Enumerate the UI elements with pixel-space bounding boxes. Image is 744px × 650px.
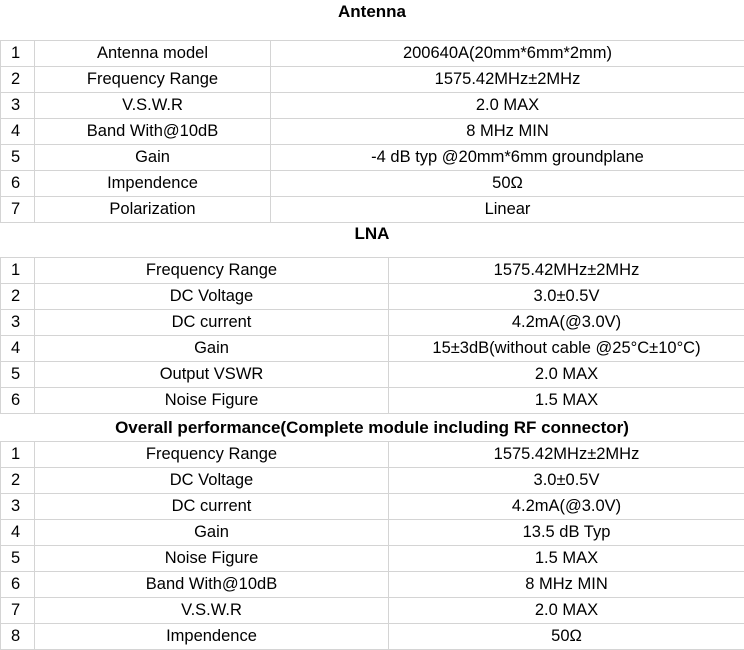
overall-table [0, 441, 744, 650]
table-row [1, 119, 744, 145]
table-row [1, 197, 744, 223]
parameter-cell: Noise Figure [35, 388, 389, 414]
row-number: 8 [1, 624, 35, 650]
parameter-cell: Gain [35, 336, 389, 362]
parameter-cell: V.S.W.R [35, 598, 389, 624]
parameter-cell: Noise Figure [35, 546, 389, 572]
table-row [1, 336, 744, 362]
value-cell: 50Ω [389, 624, 744, 650]
parameter-cell: Gain [35, 520, 389, 546]
table-row [1, 93, 744, 119]
value-cell: 15±3dB(without cable @25°C±10°C) [389, 336, 744, 362]
row-number: 6 [1, 572, 35, 598]
value-cell: Linear [271, 197, 744, 223]
parameter-cell: V.S.W.R [35, 93, 271, 119]
parameter-cell: Band With@10dB [35, 572, 389, 598]
row-number: 5 [1, 362, 35, 388]
table-row [1, 258, 744, 284]
row-number: 4 [1, 520, 35, 546]
row-number: 6 [1, 171, 35, 197]
parameter-cell: Output VSWR [35, 362, 389, 388]
parameter-cell: DC current [35, 310, 389, 336]
table-row [1, 362, 744, 388]
value-cell: 50Ω [271, 171, 744, 197]
row-number: 2 [1, 67, 35, 93]
parameter-cell: DC Voltage [35, 468, 389, 494]
value-cell: 3.0±0.5V [389, 468, 744, 494]
table-row [1, 442, 744, 468]
parameter-cell: Frequency Range [35, 67, 271, 93]
table-row [1, 546, 744, 572]
section-title-overall: Overall performance(Complete module including RF connector) [115, 418, 629, 437]
table-row [1, 41, 744, 67]
parameter-cell: Impendence [35, 624, 389, 650]
parameter-cell: DC Voltage [35, 284, 389, 310]
table-row [1, 310, 744, 336]
value-cell: 4.2mA(@3.0V) [389, 310, 744, 336]
row-number: 5 [1, 546, 35, 572]
value-cell: 8 MHz MIN [389, 572, 744, 598]
parameter-cell: Frequency Range [35, 258, 389, 284]
row-number: 3 [1, 494, 35, 520]
row-number: 3 [1, 93, 35, 119]
table-row [1, 388, 744, 414]
value-cell: 1575.42MHz±2MHz [271, 67, 744, 93]
row-number: 1 [1, 41, 35, 67]
table-row [1, 598, 744, 624]
value-cell: 1.5 MAX [389, 388, 744, 414]
parameter-cell: Gain [35, 145, 271, 171]
row-number: 5 [1, 145, 35, 171]
table-row [1, 145, 744, 171]
row-number: 2 [1, 468, 35, 494]
parameter-cell: Band With@10dB [35, 119, 271, 145]
row-number: 4 [1, 119, 35, 145]
value-cell: 2.0 MAX [271, 93, 744, 119]
value-cell: 4.2mA(@3.0V) [389, 494, 744, 520]
table-row [1, 520, 744, 546]
value-cell: 1575.42MHz±2MHz [389, 442, 744, 468]
value-cell: 13.5 dB Typ [389, 520, 744, 546]
table-row [1, 494, 744, 520]
value-cell: 200640A(20mm*6mm*2mm) [271, 41, 744, 67]
value-cell: -4 dB typ @20mm*6mm groundplane [271, 145, 744, 171]
parameter-cell: Impendence [35, 171, 271, 197]
row-number: 1 [1, 442, 35, 468]
row-number: 2 [1, 284, 35, 310]
value-cell: 2.0 MAX [389, 598, 744, 624]
section-title-lna: LNA [354, 224, 390, 243]
parameter-cell: Frequency Range [35, 442, 389, 468]
value-cell: 3.0±0.5V [389, 284, 744, 310]
value-cell: 8 MHz MIN [271, 119, 744, 145]
table-row [1, 284, 744, 310]
table-row [1, 171, 744, 197]
parameter-cell: Polarization [35, 197, 271, 223]
table-row [1, 624, 744, 650]
value-cell: 1575.42MHz±2MHz [389, 258, 744, 284]
table-row [1, 468, 744, 494]
antenna-table [0, 40, 744, 223]
value-cell: 2.0 MAX [389, 362, 744, 388]
row-number: 4 [1, 336, 35, 362]
row-number: 3 [1, 310, 35, 336]
row-number: 1 [1, 258, 35, 284]
parameter-cell: Antenna model [35, 41, 271, 67]
row-number: 7 [1, 197, 35, 223]
lna-table [0, 257, 744, 414]
table-row [1, 67, 744, 93]
row-number: 7 [1, 598, 35, 624]
value-cell: 1.5 MAX [389, 546, 744, 572]
row-number: 6 [1, 388, 35, 414]
table-row [1, 572, 744, 598]
section-title-antenna: Antenna [338, 2, 406, 21]
parameter-cell: DC current [35, 494, 389, 520]
